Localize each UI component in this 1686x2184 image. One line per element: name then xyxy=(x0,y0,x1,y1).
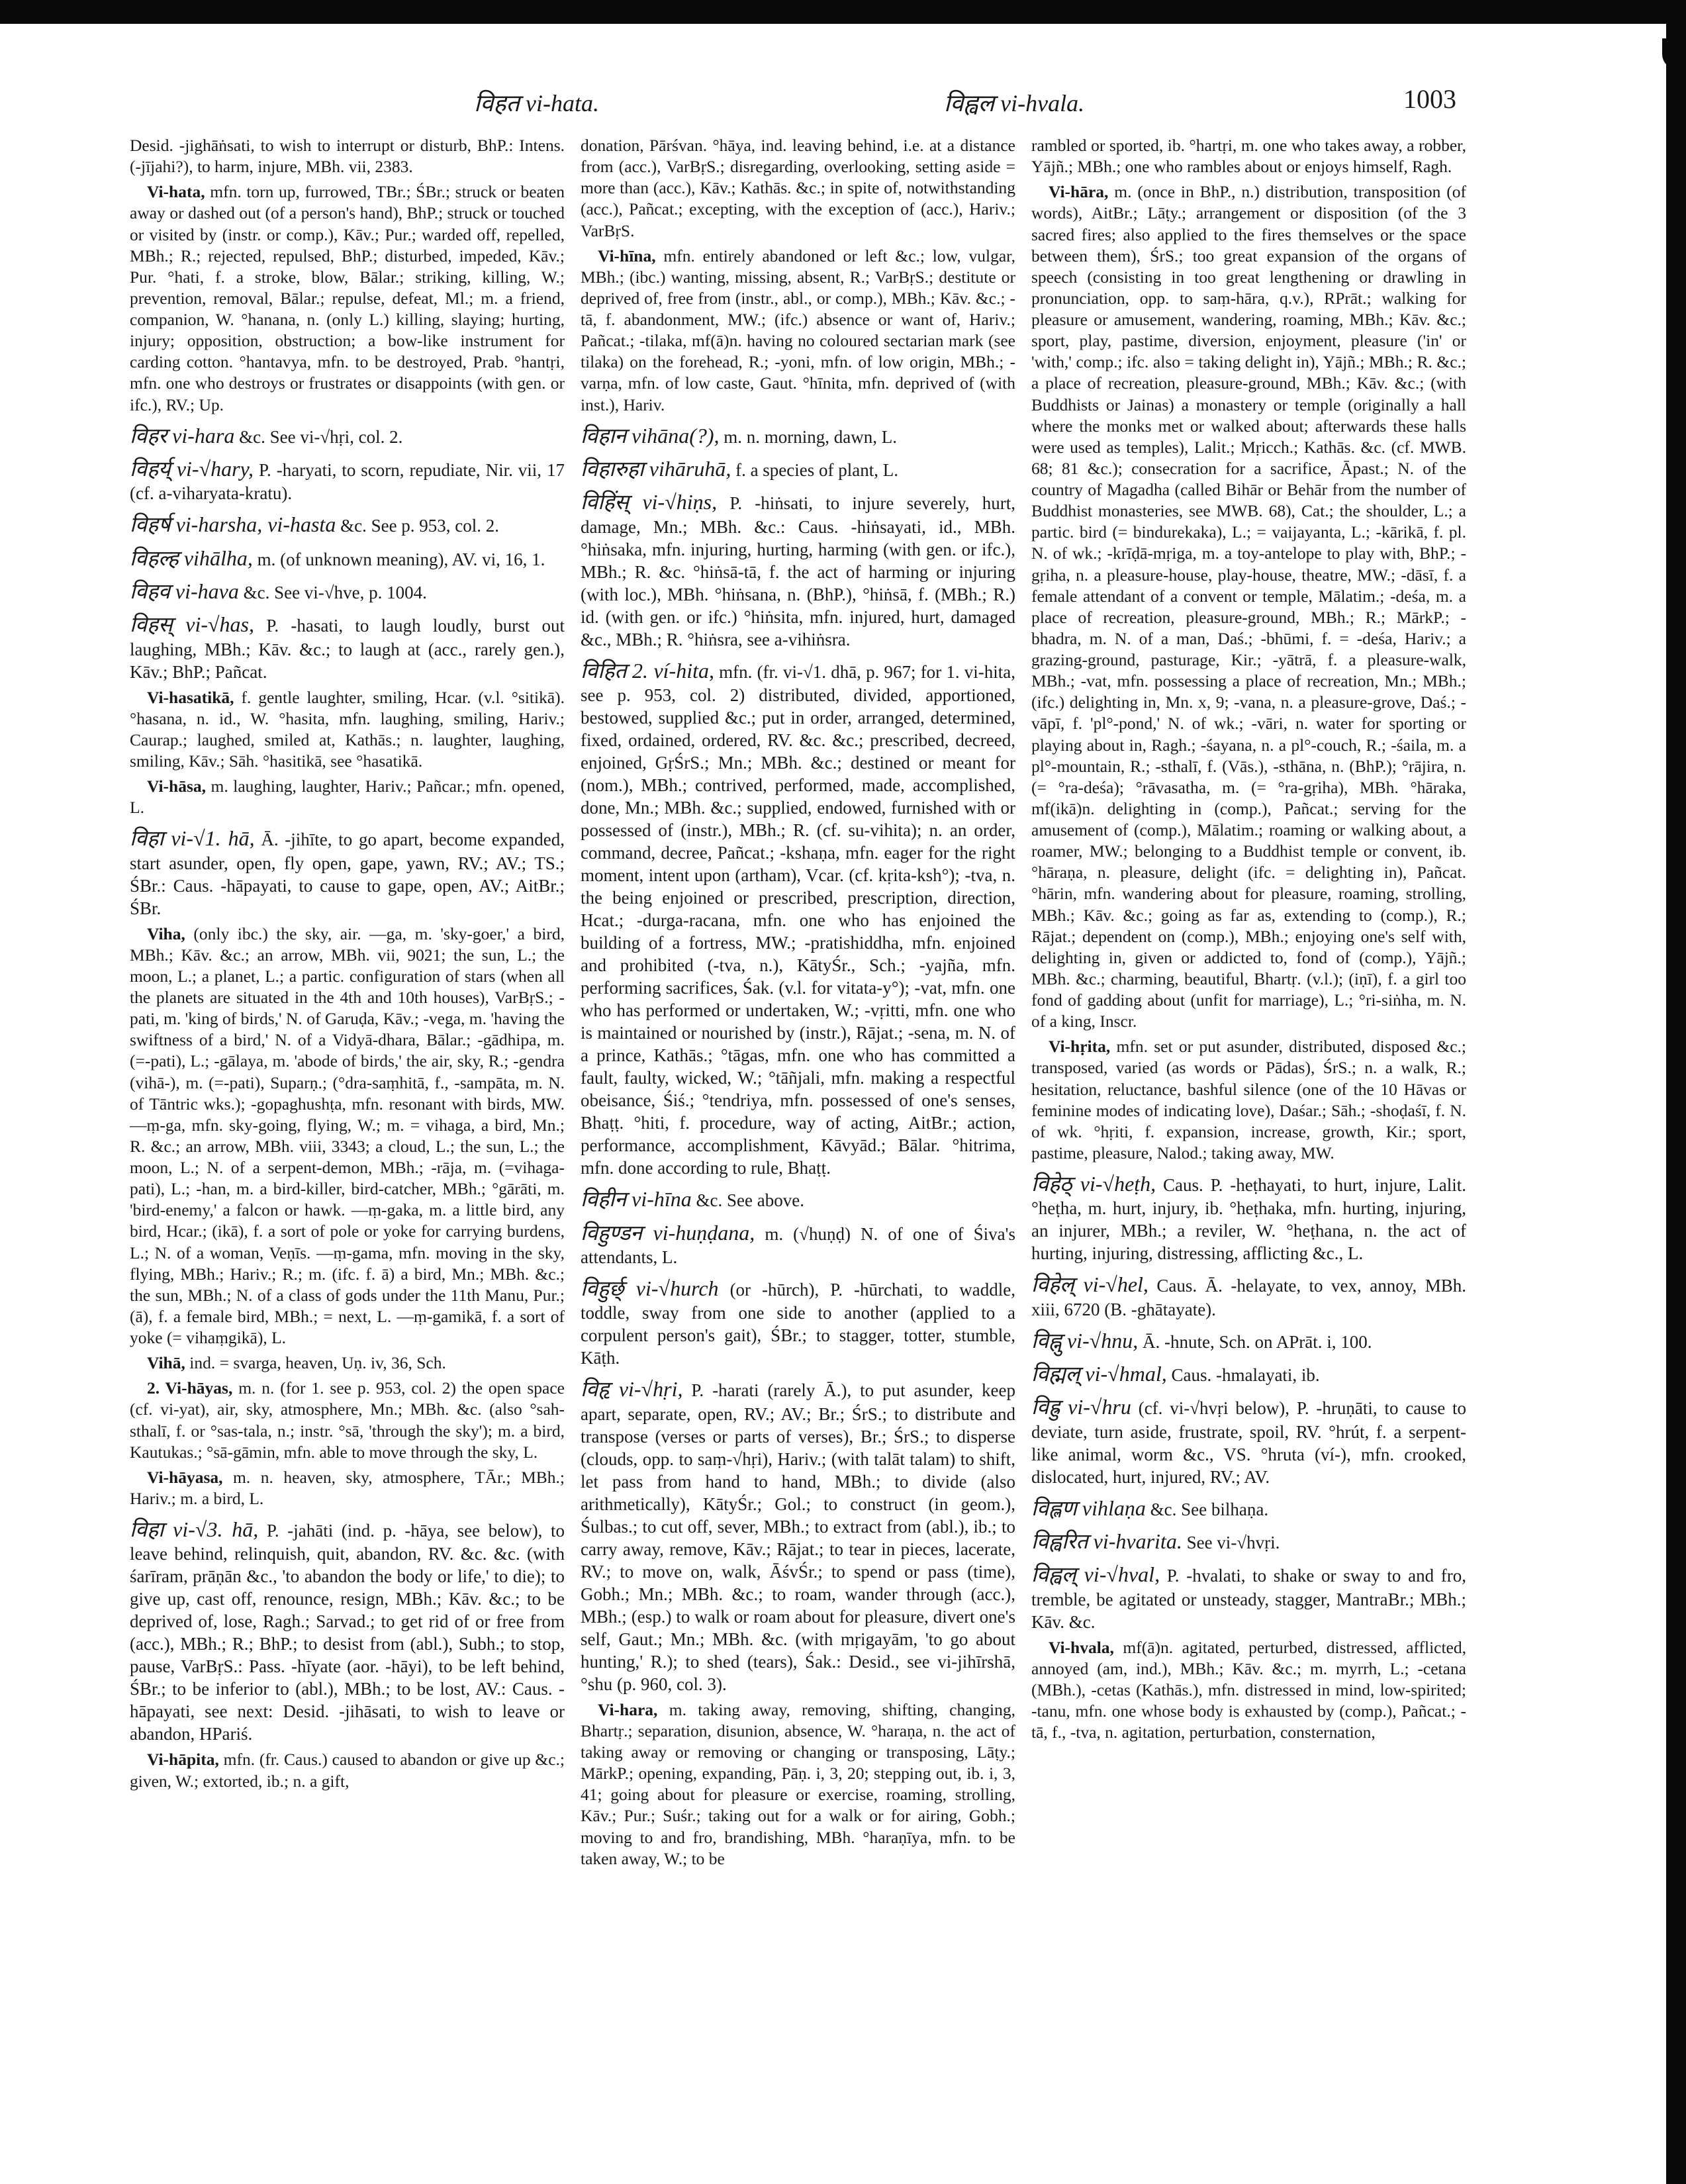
headword: विह्वल् vi-√hval, xyxy=(1031,1562,1160,1587)
headword-entry xyxy=(130,578,565,604)
definition: ind. = svarga, heaven, Uṇ. iv, 36, Sch. xyxy=(189,1353,446,1373)
sub-entry xyxy=(1031,181,1466,1032)
headword: Vi-hāra, xyxy=(1049,182,1109,202)
headword-entry xyxy=(130,611,565,683)
column-2 xyxy=(581,135,1015,2154)
definition: mfn. (fr. vi-√1. dhā, p. 967; for 1. vi-hita, see p. 953, col. 2) distributed, divided, apportioned, bestowed, supplied &c.; put in order, arranged, determined, fixed, ordained, ordered, RV. &c. &c.; prescribed, decreed, enjoined, GṛŚrS.; Mn.; MBh. &c.; destined or meant for (nom.), MBh.; contrived, performed, made, accomplished, done, Mn.; MBh. &c.; supplied, endowed, furnished with or possessed of (instr.), MBh.; R. (cf. su-vihita); n. an order, command, decree, Pañcat.; -kshaṇa, mfn. eager for the right moment, intent upon (artham), Vcar. (cf. kṛita-ksh°); -tva, n. the being enjoined or prescribed, prescription, direction, Hcat.; -durga-racana, mfn. one who has enjoined the building of a fortress, MW.; -pratishiddha, mfn. enjoined and prohibited (-tva, n.), KātyŚr., Sch.; -yajña, mfn. performing sacrifices, Śak. (v.l. for vitata-y°); -vat, mfn. one who has performed or undertaken, W.; -vṛitti, mfn. one who is maintained or nourished by (instr.), Rājat.; -sena, m. N. of a prince, Kathās.; °tāgas, mfn. one who has committed a fault, faulty, wicked, W.; °tāñjali, mfn. making a respectful obeisance, Śiś.; °tendriya, mfn. possessed of one's senses, Bhaṭṭ. °hiti, f. procedure, way of acting, AitBr.; action, performance, accomplishment, Kāvyād.; Bālar. °hitrima, mfn. done according to rule, Bhaṭṭ. xyxy=(581,661,1015,1178)
headword: विहित 2. ví-hita, xyxy=(581,658,714,683)
definition: rambled or sported, ib. °hartṛi, m. one who takes away, a robber, Yājñ.; MBh.; one who rambles about or enjoys himself, Ragh. xyxy=(1031,136,1466,177)
definition: m. laughing, laughter, Hariv.; Pañcar.; mfn. opened, L. xyxy=(130,777,565,818)
headword: विहर vi-hara xyxy=(130,423,235,448)
running-head-left: विहत vi-hata. xyxy=(474,90,599,117)
definition: Caus. -hmalayati, ib. xyxy=(1171,1365,1320,1385)
definition: P. -haryati, to scorn, repudiate, Nir. vii, 17 (cf. a-viharyata-kratu). xyxy=(130,459,565,504)
headword: विहीन vi-hīna xyxy=(581,1187,692,1211)
headword: विहल्ह vihālha, xyxy=(130,546,253,570)
continued-text xyxy=(1031,135,1466,177)
dictionary-page xyxy=(130,81,1467,2160)
headword: विहुण्डन vi-huṇḍana, xyxy=(581,1220,755,1245)
definition: m. taking away, removing, shifting, changing, Bhartṛ.; separation, disunion, absence, W. °haraṇa, n. the act of taking away or removing or changing or transposing, Lāṭy.; MārkP.; opening, expanding, Pāṇ. i, 3, 20; stepping out, ib. i, 3, 41; going about for pleasure or exercise, roaming, strolling, Kāv.; Pur.; Suśr.; taking out for a walk or for airing, Gobh.; moving to and fro, brandishing, MBh. °haraṇīya, mfn. to be taken away, W.; to be xyxy=(581,1699,1015,1868)
scan-notch xyxy=(1662,38,1686,69)
headword-entry xyxy=(581,1376,1015,1695)
definition: &c. See vi-√hṛi, col. 2. xyxy=(239,426,403,447)
definition: (only ibc.) the sky, air. —ga, m. 'sky-goer,' a bird, MBh.; Kāv. &c.; an arrow, MBh. vii, 9021; the sun, L.; the moon, L.; a planet, L.; a partic. configuration of stars (when all the planets are situated in the 4th and 10th houses), VarBṛS.; -pati, m. 'king of birds,' N. of Garuḍa, Kāv.; -vega, m. 'having the swiftness of a bird,' N. of a Vidyā-dhara, Bālar.; -gādhipa, m. (=-pati), L.; -gālaya, m. 'abode of birds,' the air, sky, R.; -gendra (vihā-), m. (=-pati), Suparṇ.; (°dra-saṃhitā, f., -sampāta, m. N. of Tāntric wks.); -gopaghushṭa, mfn. resonant with birds, MW. —ṃ-ga, mfn. sky-going, flying, W.; m. = vihaga, a bird, Mn.; R. &c.; an arrow, MBh. viii, 3343; a cloud, L.; the sun, L.; the moon, L.; N. of a serpent-demon, MBh.; -rāja, m. (=vihaga-pati), L.; -han, m. a bird-killer, bird-catcher, MBh.; °gārāti, m. 'bird-enemy,' a falcon or hawk. —ṃ-gaka, m. a little bird, any bird, Hcar.; (ikā), f. a sort of pole or yoke for carrying burdens, L.; N. of a woman, Veṇīs. —ṃ-gama, mfn. moving in the sky, flying, MBh.; Hariv.; R.; m. (ifc. f. ā) a bird, Mn.; MBh. &c.; the sun, MBh.; N. of a class of gods under the 11th Manu, Pur.; (ā), f. a female bird, MBh.; = next, L. —ṃ-gamikā, f. a sort of yoke (= vihaṃgikā), L. xyxy=(130,924,565,1348)
definition: P. -hiṅsati, to injure severely, hurt, damage, Mn.; MBh. &c.: Caus. -hiṅsayati, id., MBh. °hiṅsaka, mfn. injuring, hurting, harming (with gen. or ifc.), MBh.; R. &c. °hiṅsā-tā, f. the act of harming or injuring (with loc.), MBh. °hiṅsana, n. (BhP.), °hiṅsā, f. (MBh.; R.) id. (with gen. or ifc.) °hiṅsita, mfn. injured, hurt, damaged &c., MBh.; R. °hiṅsra, see a-vihiṅsra. xyxy=(581,493,1015,649)
definition: m. n. (for 1. see p. 953, col. 2) the open space (cf. vi-yat), air, sky, atmosphere, Mn.; MBh. &c. (also °sah-sthalī, f. or °sas-tala, n.; instr. °sā, 'through the sky'); m. a bird, Kautukas.; °sā-gāmin, mfn. able to move through the sky, L. xyxy=(130,1378,565,1462)
continued-text xyxy=(130,135,565,177)
headword: विहेठ् vi-√heṭh, xyxy=(1031,1172,1156,1196)
sub-entry xyxy=(130,181,565,415)
headword: विह्नु vi-√hnu, xyxy=(1031,1328,1139,1353)
definition: m. (√huṇḍ) N. of one of Śiva's attendants, L. xyxy=(581,1223,1015,1267)
sub-entry xyxy=(130,1353,565,1374)
definition: Caus. P. -heṭhayati, to hurt, injure, Lalit. °heṭha, m. hurt, injury, ib. °heṭhaka, mfn. hurting, injuring, an injurer, MBh.; a reviler, W. °heṭhana, n. the act of hurting, injuring, distressing, afflicting &c., L. xyxy=(1031,1175,1466,1264)
definition: P. -hasati, to laugh loudly, burst out laughing, MBh.; Kāv. &c.; to laugh at (acc., rarely gen.), Kāv.; BhP.; Pañcat. xyxy=(130,616,565,682)
sub-entry xyxy=(130,776,565,818)
headword: 2. Vi-hāyas, xyxy=(147,1378,233,1398)
columns xyxy=(130,135,1467,2154)
headword-entry xyxy=(581,1186,1015,1212)
headword-entry xyxy=(130,455,565,504)
definition: donation, Pārśvan. °hāya, ind. leaving behind, i.e. at a distance from (acc.), VarBṛS.; disregarding, overlooking, setting aside = more than (acc.), Kāv.; Kathās. &c.; in spite of, notwithstanding (acc.), Pañcat.; excepting, with the exception of (acc.), Hariv.; VarBṛS. xyxy=(581,136,1015,240)
definition: m. n. heaven, sky, atmosphere, TĀr.; MBh.; Hariv.; m. a bird, L. xyxy=(130,1467,565,1508)
definition: mfn. torn up, furrowed, TBr.; ŚBr.; struck or beaten away or dashed out (of a person's hand), BhP.; struck or touched or visited by (instr. or comp.), Kāv.; Pur.; warded off, repelled, MBh.; R.; rejected, repulsed, BhP.; disturbed, impeded, Kāv.; Pur. °hati, f. a stroke, blow, Bālar.; striking, killing, W.; prevention, removal, Bālar.; repulse, defeat, Ml.; m. a friend, companion, W. °hanana, n. (only L.) killing, slaying; hurting, injury; opposition, obstruction; a bow-like instrument for carding cotton. °hantavya, mfn. to be destroyed, Prab. °hantṛi, mfn. one who destroys or frustrates or disappoints (with gen. or ifc.), RV.; Up. xyxy=(130,182,565,414)
headword-entry xyxy=(581,1275,1015,1369)
scan-border-top xyxy=(0,0,1686,24)
headword-entry xyxy=(1031,1360,1466,1387)
headword: विहस् vi-√has, xyxy=(130,612,255,637)
headword: विहान vihāna(?), xyxy=(581,423,720,448)
definition: Ā. -hnute, Sch. on APrāt. i, 100. xyxy=(1143,1331,1372,1352)
headword-entry xyxy=(1031,1495,1466,1521)
definition: f. gentle laughter, smiling, Hcar. (v.l. °sitikā). °hasana, n. id., W. °hasita, mfn. laughing, smiling, Hariv.; Caurap.; laughed, smiled at, Kathās.; n. laughter, laughing, smiling, Kāv.; Sāh. °hasitikā, see °hasatikā. xyxy=(130,687,565,771)
headword: Vi-hvala, xyxy=(1049,1637,1114,1657)
headword: विहेल् vi-√hel, xyxy=(1031,1272,1148,1297)
sub-entry xyxy=(130,687,565,773)
definition: (cf. vi-√hvṛi below), P. -hruṇāti, to cause to deviate, turn aside, frustrate, spoil, RV. °hrút, f. a serpent-like animal, worm &c., VS. °hruta (ví-), mfn. crooked, dislocated, hurt, injured, RV.; AV. xyxy=(1031,1398,1466,1487)
definition: f. a species of plant, L. xyxy=(735,459,898,480)
headword-entry xyxy=(581,422,1015,449)
definition: Caus. Ā. -helayate, to vex, annoy, MBh. xiii, 6720 (B. -ghātayate). xyxy=(1031,1276,1466,1319)
headword: विह्मल् vi-√hmal, xyxy=(1031,1362,1167,1386)
headword: Viha, xyxy=(147,924,185,943)
headword: विहारुहा vihāruhā, xyxy=(581,456,731,481)
column-1 xyxy=(130,135,565,2154)
headword-entry xyxy=(581,657,1015,1180)
headword-entry xyxy=(581,489,1015,650)
definition: mfn. set or put asunder, distributed, disposed &c.; transposed, varied (as words or Pādas), ŚrS.; n. a walk, R.; hesitation, reluctance, bashful silence (one of the 10 Hāvas or feminine modes of indicating love), Daśar.; Sāh.; -shoḍaśī, f. N. of wk. °hṛiti, f. expansion, increase, growth, Kir.; sport, pastime, pleasure, Nalod.; taking away, MW. xyxy=(1031,1037,1466,1163)
headword: विहा vi-√3. hā, xyxy=(130,1517,259,1542)
headword: विहव vi-hava xyxy=(130,579,239,603)
definition: &c. See p. 953, col. 2. xyxy=(340,516,500,536)
headword: Vi-hṛita, xyxy=(1049,1037,1111,1057)
scan-border-right xyxy=(1666,0,1686,2184)
headword: विह्रु vi-√hru xyxy=(1031,1395,1131,1419)
definition: &c. See bilhaṇa. xyxy=(1150,1499,1269,1519)
headword-entry xyxy=(1031,1528,1466,1554)
headword-entry xyxy=(581,455,1015,482)
sub-entry xyxy=(130,1749,565,1791)
headword: Vi-hāsa, xyxy=(147,777,207,796)
headword: Vi-hata, xyxy=(147,182,205,202)
headword: Vi-hāpita, xyxy=(147,1750,219,1770)
headword: Vi-hāyasa, xyxy=(147,1467,223,1487)
definition: Desid. -jighāṅsati, to wish to interrupt or disturb, BhP.: Intens. (-jījahi?), to harm, injure, MBh. vii, 2383. xyxy=(130,136,565,177)
definition: &c. See above. xyxy=(696,1190,804,1211)
headword-entry xyxy=(1031,1271,1466,1320)
definition: P. -jahāti (ind. p. -hāya, see below), to leave behind, relinquish, quit, abandon, RV. &c. &c. (with śarīram, prāṇān &c., 'to abandon the body or life,' to die); to give up, cast off, renounce, resign, MBh.; Kāv. &c.; to be deprived of, lose, Ragh.; Sarvad.; to get rid of or free from (acc.), MBh.; R.; BhP.; to desist from (abl.), Subh.; to stop, pause, VarBṛS.: Pass. -hīyate (aor. -hāyi), to be left behind, ŚBr.; to be inferior to (abl.), MBh.; to be lost, AV.: Caus. -hāpayati, see next: Desid. -jihāsati, to wish to leave or abandon, HPariś. xyxy=(130,1521,565,1744)
definition: P. -harati (rarely Ā.), to put asunder, keep apart, separate, open, RV.; AV.; Br.; ŚrS.; to distribute and transpose (verses or parts of verses), Br.; ŚrS.; to disperse (clouds, opp. to saṃ-√hṛi), Hariv.; (with talāt talam) to shift, let pass from hand to hand, MBh.; to divide (also arithmetically), KātyŚr.; Gol.; to construct (in geom.), Śulbas.; to cut off, sever, MBh.; to extract from (abl.), ib.; to carry away, remove, Kāv.; Rājat.; to tear in pieces, lacerate, RV.; to move on, walk, ĀśvŚr.; to spend or pass (time), Gobh.; Mn.; MBh. &c.; to roam, wander through (acc.), MBh.; (esp.) to walk or roam about for pleasure, divert one's self, Gaut.; Mn.; MBh. &c. (with mṛigayām, 'to go about hunting,' R.); to shed (tears), Śak.: Desid., see vi-jihīrshā, °shu (p. 960, col. 3). xyxy=(581,1380,1015,1694)
headword: Vi-hasatikā, xyxy=(147,687,234,707)
headword-entry xyxy=(1031,1170,1466,1264)
column-3 xyxy=(1031,135,1466,2154)
definition: Ā. -jihīte, to go apart, become expanded, start asunder, open, fly open, gape, yawn, RV.; AV.; TS.; ŚBr.: Caus. -hāpayati, to cause to gape, open, AV.; AitBr.; ŚBr. xyxy=(130,830,565,918)
definition: mfn. (fr. Caus.) caused to abandon or give up &c.; given, W.; extorted, ib.; n. a gift, xyxy=(130,1750,565,1791)
definition: &c. See vi-√hve, p. 1004. xyxy=(243,582,427,602)
headword-entry xyxy=(130,511,565,538)
definition: m. (once in BhP., n.) distribution, transposition (of words), AitBr.; Lāṭy.; arrangement or disposition (of the 3 sacred fires; also applied to the fires themselves or the space between them), ŚrS.; too great expansion of the organs of speech (consisting in too great lengthening or drawling in pronunciation, opp. to saṃ-hāra, q.v.), RPrāt.; walking for pleasure or amusement, wandering, roaming, MBh.; Kāv. &c.; sport, play, pastime, diversion, enjoyment, pleasure ('in' or 'with,' comp.; ifc. also = taking delight in), Yājñ.; MBh.; R. &c.; a place of recreation, pleasure-ground, MBh.; Kāv. &c.; (with Buddhists or Jainas) a monastery or temple (originally a hall where the monks met or walked about; afterwards these halls were used as temples), Lalit.; Mṛicch.; Kathās. &c. (cf. MWB. 68; 81 &c.); consecration for a sacrifice, Āpast.; N. of the country of Magadha (called Bihār or Behār from the number of Buddhist monasteries, see MWB. 68), Cat.; the shoulder, L.; a partic. bird (= bindurekaka), L.; = vaijayanta, L.; -kārikā, f. pl. N. of wk.; -krīḍā-mṛiga, m. a toy-antelope to play with, BhP.; -gṛiha, n. a pleasure-house, play-house, theatre, MW.; -dāsī, f. a female attendant of a convent or temple, Mālatim.; -deśa, m. a place of recreation, pleasure-ground, MBh.; R.; MārkP.; -bhadra, m. N. of a man, Daś.; -bhūmi, f. = -deśa, Hariv.; a grazing-ground, pasturage, Kir.; -yātrā, f. a pleasure-walk, MBh.; -vat, mfn. possessing a place of recreation, Mn.; MBh.; (ifc.) delighting in, Mn. x, 9; -vana, n. a pleasure-grove, Daś.; -vāpī, f. 'pl°-pond,' N. of wk.; -vāri, n. water for sporting or playing about in, Ragh.; -śayana, n. a pl°-couch, R.; -śaila, m. a pl°-mountain, R.; -sthalī, f. (Vās.), -sthāna, n. (BhP.); °rājira, n. (= °ra-deśa); °rāvasatha, m. (= °ra-gṛiha), MBh. °hāraka, mf(ikā)n. delighting in (comp.), Pañcat.; serving for the amusement of (comp.), Mālatim.; roaming or walking about, a roamer, MW.; belonging to a Buddhist temple or convent, ib. °hāraṇa, n. pleasure, delight (ifc. = delighting in), Pañcat. °hārin, mfn. wandering about for pleasure, roaming, strolling, MBh.; Kāv. &c.; going as far as, extending to (comp.), R.; Rājat.; dependent on (comp.), MBh.; enjoying one's self with, delighting in, given or addicted to, fond of (comp.), Yājñ.; MBh. &c.; charming, beautiful, Bhartṛ. (v.l.); (iṇī), f. a girl too fond of gadding about (unfit for marriage), L.; °ri-siṅha, m. N. of a king, Inscr. xyxy=(1031,182,1466,1031)
sub-entry xyxy=(1031,1637,1466,1744)
headword-entry xyxy=(130,545,565,571)
running-head xyxy=(130,81,1467,127)
headword: विहर्य् vi-√hary, xyxy=(130,456,254,481)
headword-entry xyxy=(130,1516,565,1745)
headword: विहुर्छ् vi-√hurch xyxy=(581,1276,719,1300)
headword: Vihā, xyxy=(147,1353,185,1373)
page-number: 1003 xyxy=(1403,84,1456,114)
headword-entry xyxy=(1031,1394,1466,1488)
definition: mf(ā)n. agitated, perturbed, distressed, afflicted, annoyed (am, ind.), MBh.; Kāv. &c.; m. myrrh, L.; -cetana (MBh.), -cetas (Kathās.), mfn. distressed in mind, low-spirited; -tanu, mfn. one whose body is exhausted by (comp.), Pañcat.; -tā, f., -tva, n. agitation, perturbation, consternation, xyxy=(1031,1637,1466,1742)
definition: (or -hūrch), P. -hūrchati, to waddle, toddle, sway from one side to another (applied to a corpulent person's gait), ŚBr.; to stagger, totter, stumble, Kāṭh. xyxy=(581,1279,1015,1368)
running-head-center: विह्वल vi-hvala. xyxy=(944,90,1085,117)
headword-entry xyxy=(1031,1327,1466,1354)
headword-entry xyxy=(130,825,565,919)
headword-entry xyxy=(581,1219,1015,1268)
headword-entry xyxy=(130,422,565,449)
headword: विह्लण vihlaṇa xyxy=(1031,1496,1146,1520)
definition: m. n. morning, dawn, L. xyxy=(724,426,898,447)
continued-text xyxy=(581,135,1015,242)
headword: विहृ vi-√hṛi, xyxy=(581,1377,683,1401)
headword-entry xyxy=(1031,1561,1466,1633)
definition: See vi-√hvṛi. xyxy=(1186,1532,1280,1552)
headword: विहा vi-√1. hā, xyxy=(130,826,255,851)
headword: विहिंस् vi-√hiṇs, xyxy=(581,490,718,514)
sub-entry xyxy=(130,924,565,1349)
sub-entry xyxy=(130,1467,565,1509)
sub-entry xyxy=(581,246,1015,416)
definition: P. -hvalati, to shake or sway to and fro, tremble, be agitated or unsteady, stagger, MantraBr.; MBh.; Kāv. &c. xyxy=(1031,1566,1466,1632)
headword: Vi-hara, xyxy=(598,1699,658,1719)
definition: m. (of unknown meaning), AV. vi, 16, 1. xyxy=(257,549,545,569)
headword: विहर्ष vi-harsha, vi-hasta xyxy=(130,512,336,537)
sub-entry xyxy=(1031,1036,1466,1164)
definition: mfn. entirely abandoned or left &c.; low, vulgar, MBh.; (ibc.) wanting, missing, absent, R.; VarBṛS.; destitute or deprived of, free from (instr., abl., or comp.), MBh.; Kāv. &c.; -tā, f. abandonment, MW.; (ifc.) absence or want of, Hariv.; Pañcat.; -tilaka, mf(ā)n. having no coloured sectarian mark (see tilaka) on the forehead, R.; -yoni, mfn. of low origin, MBh.; -varṇa, mfn. of low caste, Gaut. °hīnita, mfn. deprived of (with inst.), Hariv. xyxy=(581,246,1015,414)
headword: Vi-hīna, xyxy=(598,246,656,265)
headword: विह्वरित vi-hvarita. xyxy=(1031,1529,1182,1553)
sub-entry xyxy=(130,1378,565,1463)
sub-entry xyxy=(581,1699,1015,1870)
